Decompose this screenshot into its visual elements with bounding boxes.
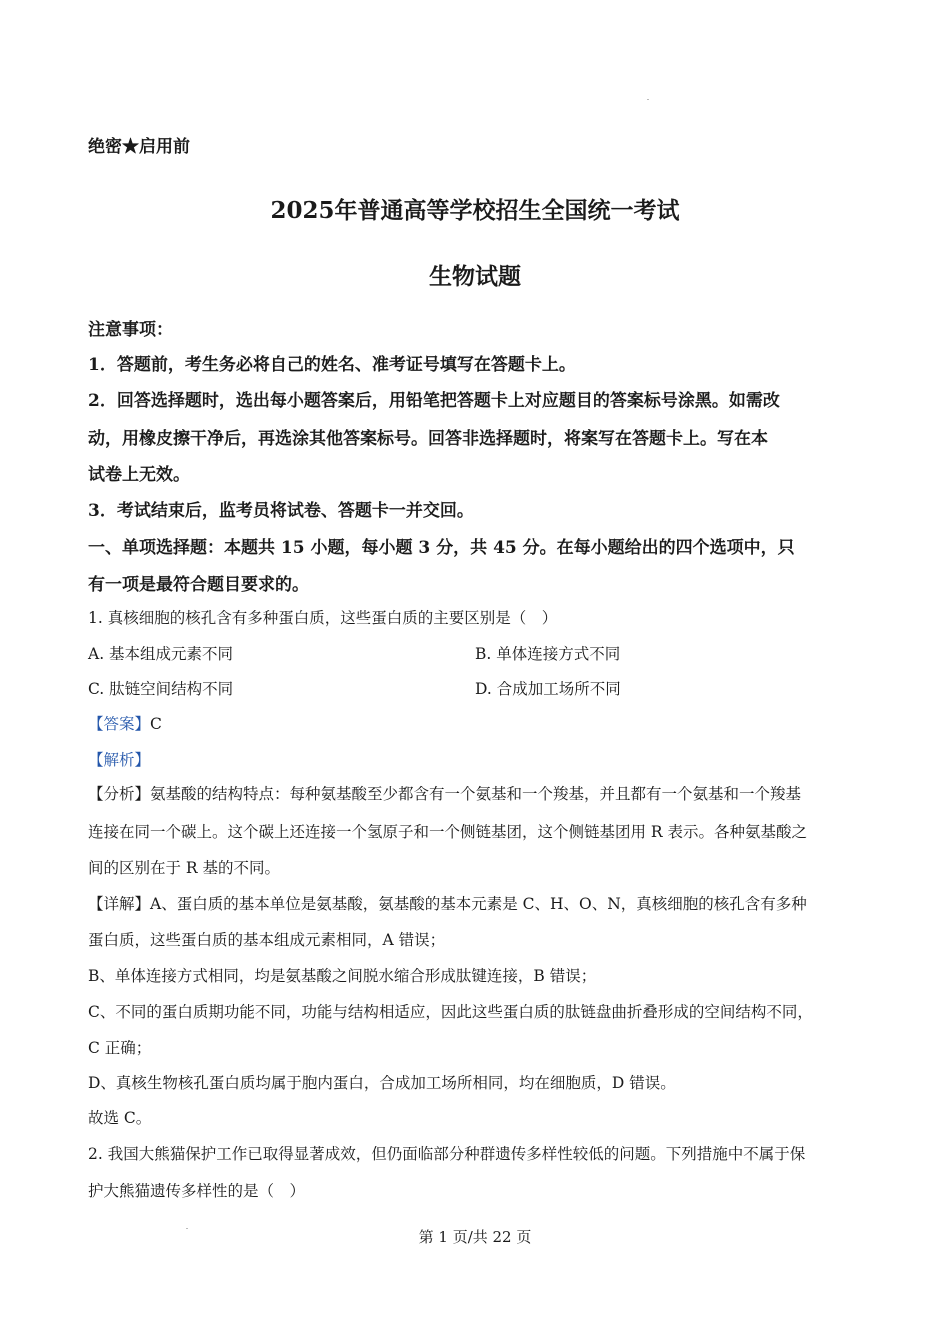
fenxi-tag: 【分析】 — [88, 785, 151, 803]
section-heading-1: 一、单项选择题：本题共 15 小题，每小题 3 分，共 45 分。在每小题给出的四个选项中，只 — [88, 538, 795, 558]
analysis-tag: 【解析】 — [88, 751, 151, 769]
notice-line-2b: 动，用橡皮擦干净后，再选涂其他答案标号。回答非选择题时，将案写在答题卡上。写在本 — [88, 429, 768, 449]
section-heading-2: 有一项是最符合题目要求的。 — [88, 575, 309, 595]
secret-label: 绝密★启用前 — [88, 137, 190, 157]
exam-title: 2025年普通高等学校招生全国统一考试 — [270, 197, 680, 224]
q1-option-b: B. 单体连接方式不同 — [475, 645, 621, 663]
notice-line-2a: 2．回答选择题时，选出每小题答案后，用铅笔把答题卡上对应题目的答案标号涂黑。如需改 — [88, 391, 780, 411]
notice-line-1: 1．答题前，考生务必将自己的姓名、准考证号填写在答题卡上。 — [88, 355, 576, 375]
scan-speck — [647, 99, 649, 100]
page-number: 第 1 页/共 22 页 — [418, 1228, 532, 1246]
q1-detail-5: C 正确； — [88, 1039, 152, 1057]
exam-subtitle: 生物试题 — [429, 263, 521, 290]
q1-stem: 1. 真核细胞的核孔含有多种蛋白质，这些蛋白质的主要区别是（ ） — [88, 609, 558, 627]
answer-tag: 【答案】 — [88, 715, 151, 733]
q1-fenxi-2: 连接在同一个碳上。这个碳上还连接一个氢原子和一个侧链基团，这个侧链基团用 R 表示。各种氨基酸之 — [88, 823, 808, 841]
notice-heading: 注意事项： — [88, 320, 173, 340]
q1-detail-1 — [88, 892, 807, 914]
q1-answer — [88, 712, 162, 734]
q1-conclusion: 故选 C。 — [88, 1109, 152, 1127]
q1-detail-6: D、真核生物核孔蛋白质均属于胞内蛋白，合成加工场所相同，均在细胞质，D 错误。 — [88, 1074, 676, 1092]
fenxi-text: 氨基酸的结构特点：每种氨基酸至少都含有一个氨基和一个羧基，并且都有一个氨基和一个羧基 — [150, 785, 802, 803]
q1-fenxi-3: 间的区别在于 R 基的不同。 — [88, 859, 281, 877]
q1-option-c: C. 肽链空间结构不同 — [88, 680, 234, 698]
q1-detail-4: C、不同的蛋白质期功能不同，功能与结构相适应，因此这些蛋白质的肽链盘曲折叠形成的空间结构不同， — [88, 1003, 813, 1021]
q1-detail-2: 蛋白质，这些蛋白质的基本组成元素相同，A 错误； — [88, 931, 446, 949]
q2-stem-1: 2. 我国大熊猫保护工作已取得显著成效，但仍面临部分种群遗传多样性较低的问题。下列措施中不属于保 — [88, 1145, 806, 1163]
q1-option-d: D. 合成加工场所不同 — [475, 680, 621, 698]
q2-stem-2: 护大熊猫遗传多样性的是（ ） — [88, 1182, 306, 1200]
q1-detail-3: B、单体连接方式相同，均是氨基酸之间脱水缩合形成肽键连接，B 错误； — [88, 967, 597, 985]
detail-text: A、蛋白质的基本单位是氨基酸，氨基酸的基本元素是 C、H、O、N，真核细胞的核孔含有多种 — [150, 895, 807, 913]
q1-fenxi-1 — [88, 782, 801, 804]
xiangjie-tag: 【详解】 — [88, 895, 151, 913]
q1-option-a: A. 基本组成元素不同 — [88, 645, 234, 663]
notice-line-3: 3．考试结束后，监考员将试卷、答题卡一并交回。 — [88, 501, 474, 521]
notice-line-2c: 试卷上无效。 — [88, 465, 190, 485]
answer-value: C — [150, 715, 162, 733]
